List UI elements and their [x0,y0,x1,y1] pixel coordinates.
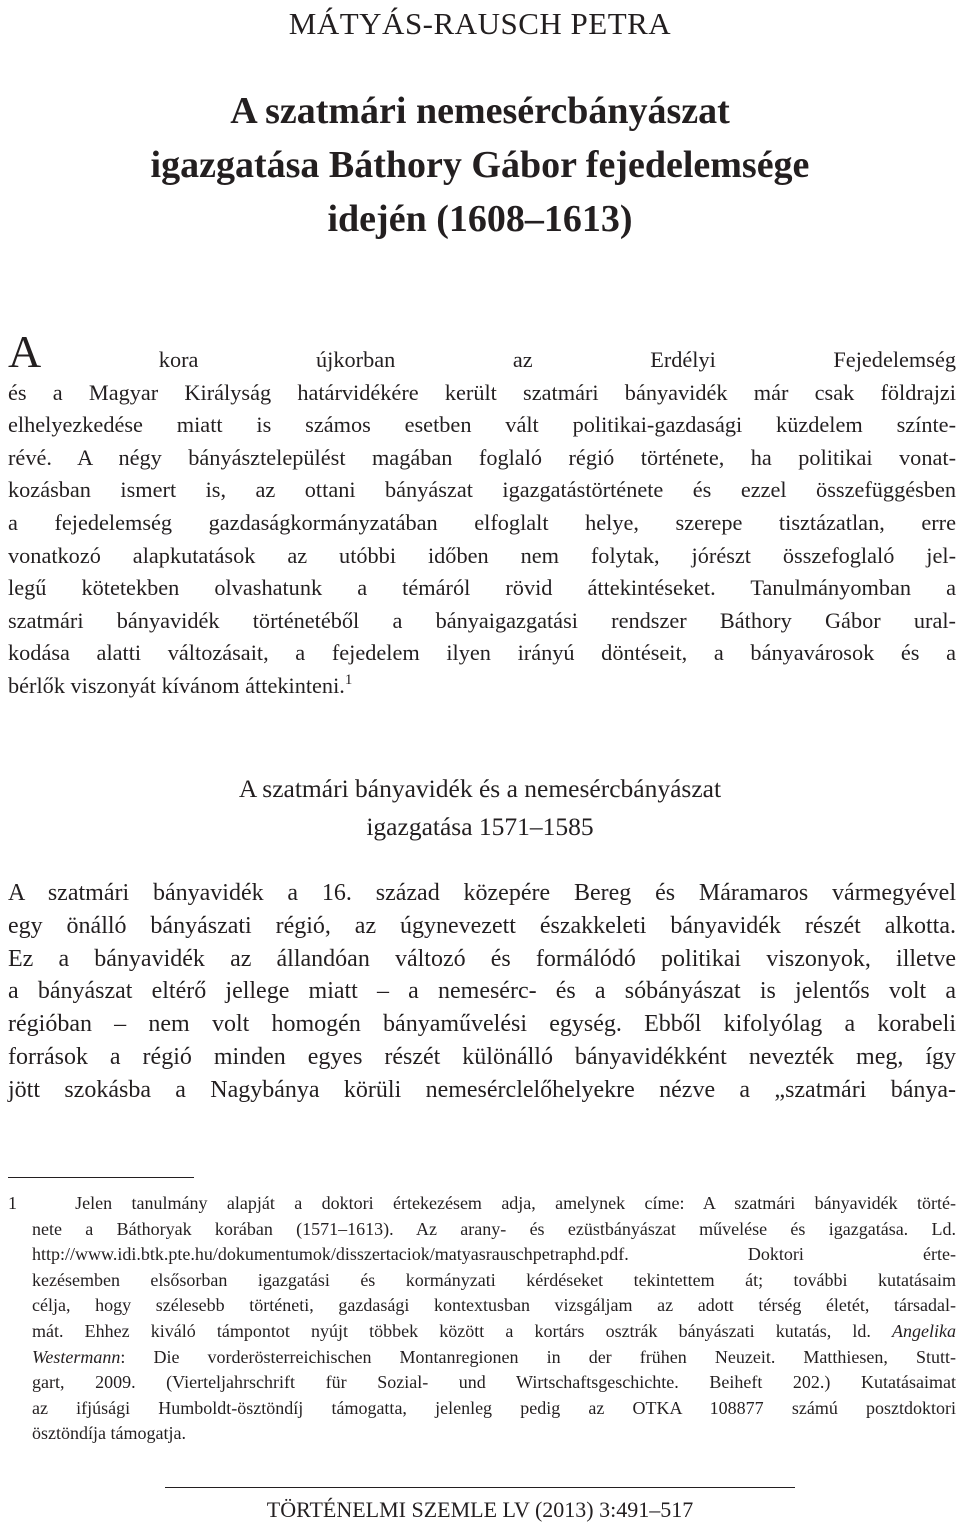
body-line: Ez a bányavidék az állandóan változó és formálódó politikai viszonyok, illetve [8,945,956,972]
body-line: egy önálló bányászati régió, az úgynevezett északkeleti bányavidék részét alkotta. [8,912,956,939]
article-title [0,84,960,246]
intro-line: elhelyezkedése miatt is számos esetben vált politikai-gazdasági küzdelem színte- [8,412,956,438]
author-name: MÁTYÁS-RAUSCH PETRA [288,6,672,41]
section-heading [0,770,960,846]
intro-first-line [8,326,956,377]
footnote-line: az ifjúsági Humboldt-ösztöndíj támogatta, jelenleg pedig az OTKA 108877 számú posztdoktori [32,1397,956,1418]
footnote-reference[interactable]: 1 [344,671,353,688]
intro-line: kozásban ismert is, az ottani bányászat igazgatástörténete és ezzel összefüggésben [8,477,956,503]
footnote-first-line [8,1191,956,1217]
footnote-number: 1 [8,1193,17,1213]
intro-paragraph [8,326,956,703]
footnote-line-7 [8,1345,956,1371]
section-heading-line-1: A szatmári bányavidék és a nemesércbányászat [238,774,722,803]
footnote-line: gart, 2009. (Vierteljahrschrift für Sozial- und Wirtschaftsgeschichte. Beiheft 202.) Kutatásaimat [32,1372,956,1393]
footnote-line: Jelen tanulmány alapját a doktori értekezésem adja, amelynek címe: A szatmári bányavidék törté- [75,1193,956,1213]
journal-footer: TÖRTÉNELMI SZEMLE LV (2013) 3:491–517 [266,1497,694,1522]
body-line: jött szokásba a Nagybánya körüli nemesérclelőhelyekre nézve a „szatmári bánya- [8,1076,956,1103]
title-line-2: igazgatása Báthory Gábor fejedelemsége [150,144,810,186]
intro-line: és a Magyar Királyság határvidékére került szatmári bányavidék már csak földrajzi [8,379,956,405]
intro-line: a fejedelemség gazdaságkormányzatában elfoglalt helye, szerepe tisztázatlan, erre [8,509,956,535]
body-line: régióban – nem volt homogén bányaművelési egység. Ebből kifolyólag a korabeli [8,1011,956,1038]
body-line: a bányászat eltérő jellege miatt – a nemesérc- és a sóbányászat is jelentős volt a [8,978,956,1005]
title-line-3: idején (1608–1613) [327,198,633,240]
footnote-text: mát. Ehhez kiváló támpontot nyújt többek között a kortárs osztrák bányászati kutatás, ld. [32,1320,893,1341]
intro-last-line [8,670,956,703]
footnote-divider [8,1177,194,1178]
section-heading-line-2: igazgatása 1571–1585 [366,812,594,841]
footnote-line: nete a Báthoryak korában (1571–1613). Az arany- és ezüstbányászat művelése és igazgatása. Ld. [32,1218,956,1239]
intro-line: szatmári bányavidék történetéből a bányaigazgatási rendszer Báthory Gábor ural- [8,607,956,633]
footnote-line: ösztöndíja támogatja. [32,1423,186,1444]
intro-line: kodása alatti változásait, a fejedelem ilyen irányú döntéseit, a bányavárosok és a [8,640,956,666]
section-paragraph [8,877,956,1107]
intro-first-line-text: kora újkorban az Erdélyi Fejedelemség [41,347,956,372]
footnote-line: célja, hogy szélesebb történeti, gazdasági kontextusban vizsgáljam az adott térség életét, társadal- [32,1295,956,1316]
footnote-url-line[interactable]: http://www.idi.btk.pte.hu/dokumentumok/disszertaciok/matyasrauschpetraphd.pdf. Doktori érte- [32,1244,956,1265]
intro-line: révé. A négy bányásztelepülést magában foglaló régió története, ha politikai vonat- [8,444,956,470]
footer-divider [165,1487,795,1488]
footnote-line: kezésemben elsősorban igazgatási és kormányzati kérdéseket tekintettem át; további kutatásaim [32,1269,956,1290]
intro-line: bérlők viszonyát kívánom áttekinteni. [8,672,345,698]
footnote-author-first-name: Angelika [892,1320,956,1341]
body-line: A szatmári bányavidék a 16. század közepére Bereg és Máramaros vármegyével [8,880,956,906]
intro-line: legű kötetekben olvashatunk a témáról rövid áttekintéseket. Tanulmányomban a [8,575,956,601]
drop-cap: A [8,326,42,377]
footnote-text: : Die vorderösterreichischen Montanregionen in der frühen Neuzeit. Matthiesen, Stutt- [120,1346,956,1367]
footnote-line-6 [8,1319,956,1345]
title-line-1: A szatmári nemesércbányászat [230,90,730,132]
body-line: források a régió minden egyes részét különálló bányavidékként nevezték meg, így [8,1043,956,1070]
footnote-author-last-name: Westermann [32,1346,121,1367]
footnote [8,1191,956,1447]
intro-line: vonatkozó alapkutatások az utóbbi időben nem folytak, jórészt összefoglaló jel- [8,542,956,568]
